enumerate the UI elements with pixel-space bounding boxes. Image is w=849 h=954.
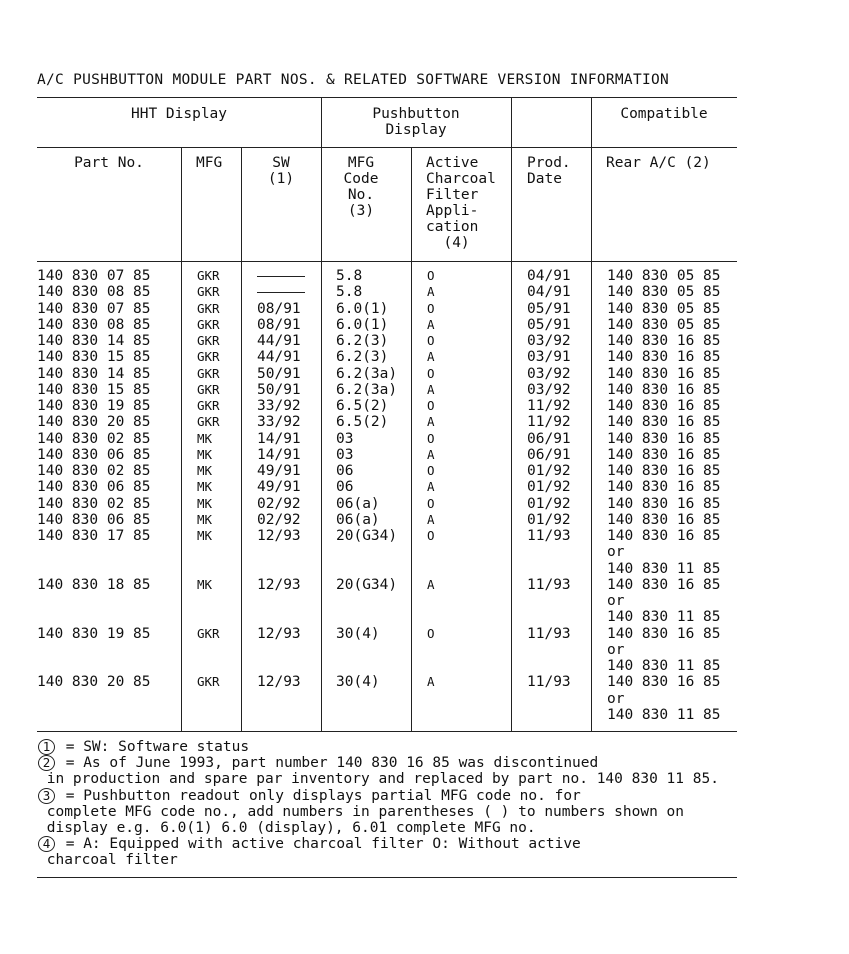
table-row	[0, 333, 849, 349]
cell-rear-ac: 140 830 05 85	[607, 268, 721, 284]
cell-mfg: GKR	[197, 300, 220, 316]
group-header-compatible: Compatible	[620, 106, 708, 122]
cell-active-filter: O	[427, 625, 435, 641]
cell-active-filter: O	[427, 430, 435, 446]
cell-mfg-code: 6.2(3a)	[336, 381, 398, 398]
cell-rear-ac: 140 830 11 85	[607, 658, 721, 674]
cell-mfg-code: 6.0(1)	[336, 300, 389, 317]
cell-mfg: MK	[197, 463, 213, 478]
cell-active-filter: A	[427, 479, 435, 495]
cell-prod-date: 11/93	[527, 576, 571, 593]
cell-rear-ac: 140 830 16 85	[607, 511, 721, 528]
table-row	[0, 268, 849, 284]
cell-prod-date: 03/92	[527, 333, 571, 349]
cell-part-no: 140 830 08 85	[37, 316, 151, 333]
cell-part-no: 140 830 07 85	[37, 268, 151, 284]
cell-part-no: 140 830 20 85	[37, 674, 151, 691]
column-header-mfg-code: MFG Code No. (3)	[343, 155, 379, 219]
cell-rear-ac: 140 830 05 85	[607, 284, 721, 301]
cell-part-no: 140 830 17 85	[37, 528, 151, 544]
cell-rear-ac: 140 830 16 85	[607, 463, 721, 479]
cell-mfg-code: 5.8	[336, 284, 363, 301]
table-bottom-rule	[37, 731, 737, 732]
cell-active-filter: O	[427, 300, 435, 316]
cell-prod-date: 11/93	[527, 528, 571, 544]
footnote-text: = Pushbutton readout only displays partial MFG code no. for	[57, 787, 581, 804]
cell-sw: 14/91	[257, 446, 301, 463]
column-header-mfg: MFG	[196, 155, 223, 171]
table-row	[0, 447, 849, 463]
cell-mfg: MK	[197, 576, 213, 592]
cell-active-filter: O	[427, 463, 435, 478]
column-header-rear-ac: Rear A/C (2)	[606, 155, 711, 171]
cell-mfg-code: 06(a)	[336, 495, 380, 512]
cell-sw: 02/92	[257, 511, 301, 528]
footnote-marker: 1	[38, 739, 55, 755]
cell-prod-date: 03/92	[527, 365, 571, 382]
footnote-2	[38, 755, 838, 771]
cell-rear-ac: 140 830 16 85	[607, 398, 721, 414]
cell-mfg: GKR	[197, 365, 220, 381]
cell-part-no: 140 830 15 85	[37, 381, 151, 398]
footnote-3-cont: display e.g. 6.0(1) 6.0 (display), 6.01 complete MFG no.	[38, 819, 536, 836]
cell-mfg-code: 03	[336, 430, 354, 447]
cell-rear-ac: 140 830 16 85	[607, 414, 721, 431]
cell-mfg: GKR	[197, 333, 220, 348]
cell-rear-ac: 140 830 16 85	[607, 674, 721, 691]
cell-active-filter: A	[427, 316, 435, 332]
cell-sw: 12/93	[257, 576, 301, 593]
footnote-marker: 4	[38, 836, 55, 852]
cell-mfg: GKR	[197, 268, 220, 283]
cell-active-filter: O	[427, 365, 435, 381]
cell-part-no: 140 830 02 85	[37, 430, 151, 447]
group-header-hht: HHT Display	[130, 106, 228, 122]
cell-mfg-code: 30(4)	[336, 674, 380, 691]
cell-active-filter: O	[427, 268, 435, 283]
cell-rear-ac: 140 830 11 85	[607, 609, 721, 626]
table-row	[0, 382, 849, 398]
cell-rear-ac: or	[607, 544, 625, 561]
cell-sw: 12/93	[257, 528, 301, 544]
footnote-marker: 3	[38, 788, 55, 804]
table-row	[0, 349, 849, 365]
cell-sw-dash	[257, 276, 305, 277]
cell-mfg-code: 06(a)	[336, 511, 380, 528]
cell-prod-date: 11/93	[527, 674, 571, 691]
cell-sw: 12/93	[257, 674, 301, 691]
cell-sw: 50/91	[257, 365, 301, 382]
cell-part-no: 140 830 14 85	[37, 333, 151, 349]
table-row	[0, 317, 849, 333]
cell-prod-date: 03/92	[527, 381, 571, 398]
cell-sw: 02/92	[257, 495, 301, 512]
cell-part-no: 140 830 18 85	[37, 576, 151, 593]
table-row	[0, 398, 849, 414]
table-row	[0, 496, 849, 512]
cell-rear-ac: 140 830 16 85	[607, 625, 721, 642]
cell-mfg: MK	[197, 446, 213, 462]
cell-prod-date: 01/92	[527, 463, 571, 479]
cell-sw: 49/91	[257, 463, 301, 479]
cell-mfg-code: 6.2(3)	[336, 349, 389, 366]
cell-rear-ac: 140 830 16 85	[607, 365, 721, 382]
cell-prod-date: 06/91	[527, 430, 571, 447]
cell-active-filter: A	[427, 349, 435, 365]
table-row	[0, 674, 849, 723]
page-title: A/C PUSHBUTTON MODULE PART NOS. & RELATED SOFTWARE VERSION INFORMATION	[37, 72, 670, 88]
cell-prod-date: 11/92	[527, 414, 571, 431]
table-row	[0, 576, 849, 626]
cell-rear-ac: 140 830 16 85	[607, 495, 721, 512]
cell-sw: 50/91	[257, 381, 301, 398]
cell-rear-ac: 140 830 16 85	[607, 349, 721, 366]
column-header-prod-date: Prod. Date	[527, 155, 571, 187]
cell-prod-date: 11/93	[527, 625, 571, 642]
cell-active-filter: A	[427, 381, 435, 397]
notes-bottom-rule	[37, 877, 737, 878]
cell-mfg-code: 06	[336, 479, 354, 496]
footnote-3	[38, 788, 838, 804]
cell-part-no: 140 830 19 85	[37, 625, 151, 642]
cell-mfg: MK	[197, 511, 213, 527]
column-header-active-filter: Active Charcoal Filter Appli- cation (4)	[426, 155, 496, 251]
cell-part-no: 140 830 19 85	[37, 398, 151, 414]
cell-sw: 08/91	[257, 300, 301, 317]
cell-rear-ac: 140 830 16 85	[607, 479, 721, 496]
cell-rear-ac: 140 830 11 85	[607, 706, 721, 723]
table-row	[0, 512, 849, 528]
cell-mfg: GKR	[197, 414, 220, 430]
cell-part-no: 140 830 15 85	[37, 349, 151, 366]
cell-mfg-code: 06	[336, 463, 354, 479]
footnote-1	[38, 739, 838, 755]
cell-mfg-code: 6.5(2)	[336, 398, 389, 414]
footnote-text: = A: Equipped with active charcoal filter O: Without active	[57, 836, 581, 853]
table-row	[0, 366, 849, 382]
table-row	[0, 301, 849, 317]
cell-active-filter: A	[427, 446, 435, 462]
table-row	[0, 625, 849, 674]
cell-mfg-code: 20(G34)	[336, 528, 398, 544]
cell-sw: 33/92	[257, 414, 301, 431]
cell-sw: 33/92	[257, 398, 301, 414]
cell-active-filter: A	[427, 414, 435, 430]
table-row	[0, 479, 849, 495]
cell-mfg-code: 6.5(2)	[336, 414, 389, 431]
cell-mfg: GKR	[197, 284, 220, 300]
table-row	[0, 528, 849, 577]
cell-sw: 49/91	[257, 479, 301, 496]
footnote-text: = SW: Software status	[57, 739, 250, 755]
table-row	[0, 463, 849, 479]
cell-mfg-code: 30(4)	[336, 625, 380, 642]
table-top-rule	[37, 97, 737, 98]
cell-mfg: MK	[197, 495, 213, 511]
cell-active-filter: A	[427, 284, 435, 300]
cell-mfg: GKR	[197, 398, 220, 413]
cell-rear-ac: 140 830 16 85	[607, 576, 721, 593]
footnote-4	[38, 836, 838, 852]
footnote-4-cont: charcoal filter	[38, 852, 178, 869]
cell-prod-date: 01/92	[527, 511, 571, 528]
table-row	[0, 431, 849, 447]
cell-rear-ac: 140 830 05 85	[607, 316, 721, 333]
cell-rear-ac: 140 830 05 85	[607, 300, 721, 317]
cell-prod-date: 03/91	[527, 349, 571, 366]
cell-rear-ac: 140 830 16 85	[607, 430, 721, 447]
cell-mfg-code: 20(G34)	[336, 576, 398, 593]
cell-prod-date: 04/91	[527, 284, 571, 301]
cell-rear-ac: or	[607, 641, 625, 658]
cell-mfg: GKR	[197, 381, 220, 397]
cell-active-filter: O	[427, 398, 435, 413]
cell-part-no: 140 830 06 85	[37, 446, 151, 463]
cell-active-filter: A	[427, 511, 435, 527]
cell-part-no: 140 830 08 85	[37, 284, 151, 301]
cell-mfg: MK	[197, 528, 213, 543]
table-row	[0, 414, 849, 430]
column-header-sw: SW (1)	[267, 155, 295, 187]
cell-active-filter: A	[427, 674, 435, 690]
cell-active-filter: O	[427, 528, 435, 543]
cell-mfg: MK	[197, 430, 213, 446]
cell-mfg: GKR	[197, 349, 220, 365]
cell-part-no: 140 830 07 85	[37, 300, 151, 317]
column-header-part-no: Part No.	[74, 155, 144, 171]
footnotes	[38, 739, 838, 869]
cell-active-filter: O	[427, 495, 435, 511]
cell-prod-date: 05/91	[527, 316, 571, 333]
cell-rear-ac: 140 830 16 85	[607, 333, 721, 349]
cell-mfg-code: 6.0(1)	[336, 316, 389, 333]
cell-mfg-code: 6.2(3a)	[336, 365, 398, 382]
cell-part-no: 140 830 02 85	[37, 495, 151, 512]
cell-prod-date: 04/91	[527, 268, 571, 284]
cell-rear-ac: 140 830 11 85	[607, 560, 721, 577]
cell-mfg: GKR	[197, 625, 220, 641]
cell-mfg: GKR	[197, 316, 220, 332]
cell-prod-date: 11/92	[527, 398, 571, 414]
footnote-text: = As of June 1993, part number 140 830 16 85 was discontinued	[57, 755, 599, 772]
cell-active-filter: O	[427, 333, 435, 348]
cell-mfg: GKR	[197, 674, 220, 690]
cell-active-filter: A	[427, 576, 435, 592]
cell-rear-ac: or	[607, 690, 625, 707]
cell-sw: 12/93	[257, 625, 301, 642]
cell-sw: 08/91	[257, 316, 301, 333]
cell-prod-date: 05/91	[527, 300, 571, 317]
cell-sw-dash	[257, 292, 305, 293]
cell-part-no: 140 830 14 85	[37, 365, 151, 382]
footnote-marker: 2	[38, 755, 55, 771]
cell-sw: 44/91	[257, 333, 301, 349]
footnote-3-cont: complete MFG code no., add numbers in parentheses ( ) to numbers shown on	[38, 803, 685, 820]
cell-part-no: 140 830 20 85	[37, 414, 151, 431]
cell-sw: 44/91	[257, 349, 301, 366]
cell-mfg-code: 03	[336, 446, 354, 463]
cell-part-no: 140 830 06 85	[37, 511, 151, 528]
cell-rear-ac: or	[607, 593, 625, 609]
cell-rear-ac: 140 830 16 85	[607, 528, 721, 544]
cell-mfg-code: 5.8	[336, 268, 363, 284]
cell-part-no: 140 830 02 85	[37, 463, 151, 479]
cell-part-no: 140 830 06 85	[37, 479, 151, 496]
footnote-2-cont: in production and spare par inventory and replaced by part no. 140 830 11 85.	[38, 771, 719, 788]
cell-mfg-code: 6.2(3)	[336, 333, 389, 349]
cell-rear-ac: 140 830 16 85	[607, 381, 721, 398]
cell-prod-date: 01/92	[527, 479, 571, 496]
group-header-pushbutton: Pushbutton Display	[372, 106, 460, 138]
table-row	[0, 284, 849, 300]
cell-prod-date: 06/91	[527, 446, 571, 463]
cell-sw: 14/91	[257, 430, 301, 447]
cell-rear-ac: 140 830 16 85	[607, 446, 721, 463]
cell-mfg: MK	[197, 479, 213, 495]
cell-prod-date: 01/92	[527, 495, 571, 512]
header-divider	[37, 147, 737, 148]
header-bottom-rule	[37, 261, 737, 262]
